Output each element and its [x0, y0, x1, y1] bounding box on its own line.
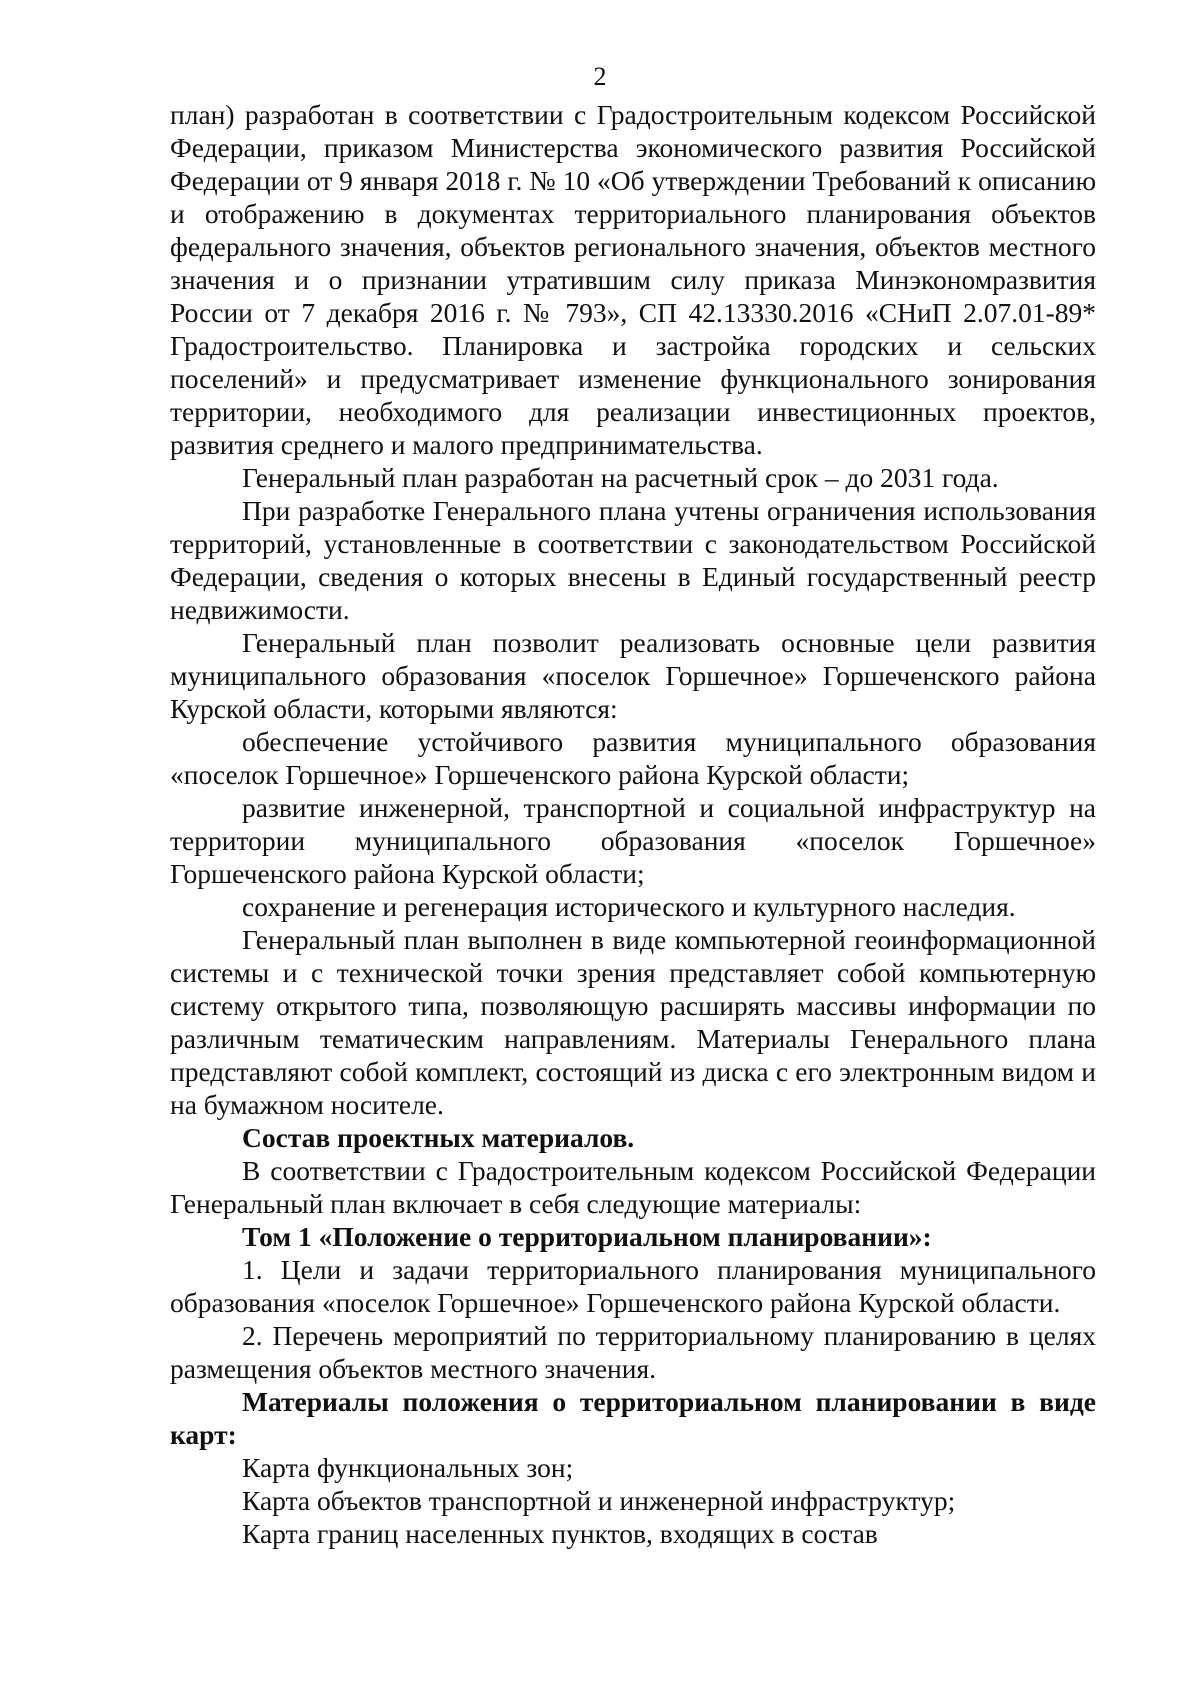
paragraph: Генеральный план разработан на расчетный срок – до 2031 года.	[242, 462, 999, 493]
list-item: Карта функциональных зон;	[242, 1452, 574, 1483]
volume-heading: Том 1 «Положение о территориальном планировании»:	[242, 1221, 932, 1252]
paragraph: Генеральный план выполнен в виде компьютерной геоинформационной системы и с технической точки зрения представляет собой компьютерную систему открытого типа, позволяющую расширять массивы информации по различным тематическим направлениям. Материалы Генерального плана представляют собой комплект, состоящий из диска с его электронным видом и на бумажном носителе.	[170, 924, 1096, 1120]
paragraph: При разработке Генерального плана учтены ограничения использования территорий, установленные в соответствии с законодательством Российской Федерации, сведения о которых внесены в Единый государственный реестр недвижимости.	[170, 495, 1096, 625]
numbered-item: 2. Перечень мероприятий по территориальному планированию в целях размещения объектов местного значения.	[170, 1320, 1096, 1384]
list-item: обеспечение устойчивого развития муниципального образования «поселок Горшечное» Горшеченского района Курской области;	[170, 726, 1096, 790]
list-item: развитие инженерной, транспортной и социальной инфраструктур на территории муниципального образования «поселок Горшечное» Горшеченского района Курской области;	[170, 792, 1096, 889]
numbered-item: 1. Цели и задачи территориального планирования муниципального образования «поселок Горшечное» Горшеченского района Курской области.	[170, 1254, 1096, 1318]
page-number: 2	[593, 62, 607, 91]
section-heading: Состав проектных материалов.	[242, 1122, 635, 1153]
paragraph: Генеральный план позволит реализовать основные цели развития муниципального образования «поселок Горшечное» Горшеченского района Курской области, которыми являются:	[170, 627, 1096, 724]
list-item: Карта границ населенных пунктов, входящих в состав	[242, 1518, 878, 1549]
list-item: Карта объектов транспортной и инженерной инфраструктур;	[242, 1485, 956, 1516]
document-body	[170, 98, 1096, 1550]
section-heading: Материалы положения о территориальном планировании в виде карт:	[170, 1386, 1096, 1450]
paragraph: план) разработан в соответствии с Градостроительным кодексом Российской Федерации, приказом Министерства экономического развития Российской Федерации от 9 января 2018 г. № 10 «Об утверждении Требований к описанию и отображению в документах территориального планирования объектов федерального значения, объектов регионального значения, объектов местного значения и о признании утратившим силу приказа Минэкономразвития России от 7 декабря 2016 г. № 793», СП 42.13330.2016 «СНиП 2.07.01-89* Градостроительство. Планировка и застройка городских и сельских поселений» и предусматривает изменение функционального зонирования территории, необходимого для реализации инвестиционных проектов, развития среднего и малого предпринимательства.	[170, 99, 1096, 460]
paragraph: В соответствии с Градостроительным кодексом Российской Федерации Генеральный план включает в себя следующие материалы:	[170, 1155, 1096, 1219]
list-item: сохранение и регенерация исторического и культурного наследия.	[242, 891, 1016, 922]
